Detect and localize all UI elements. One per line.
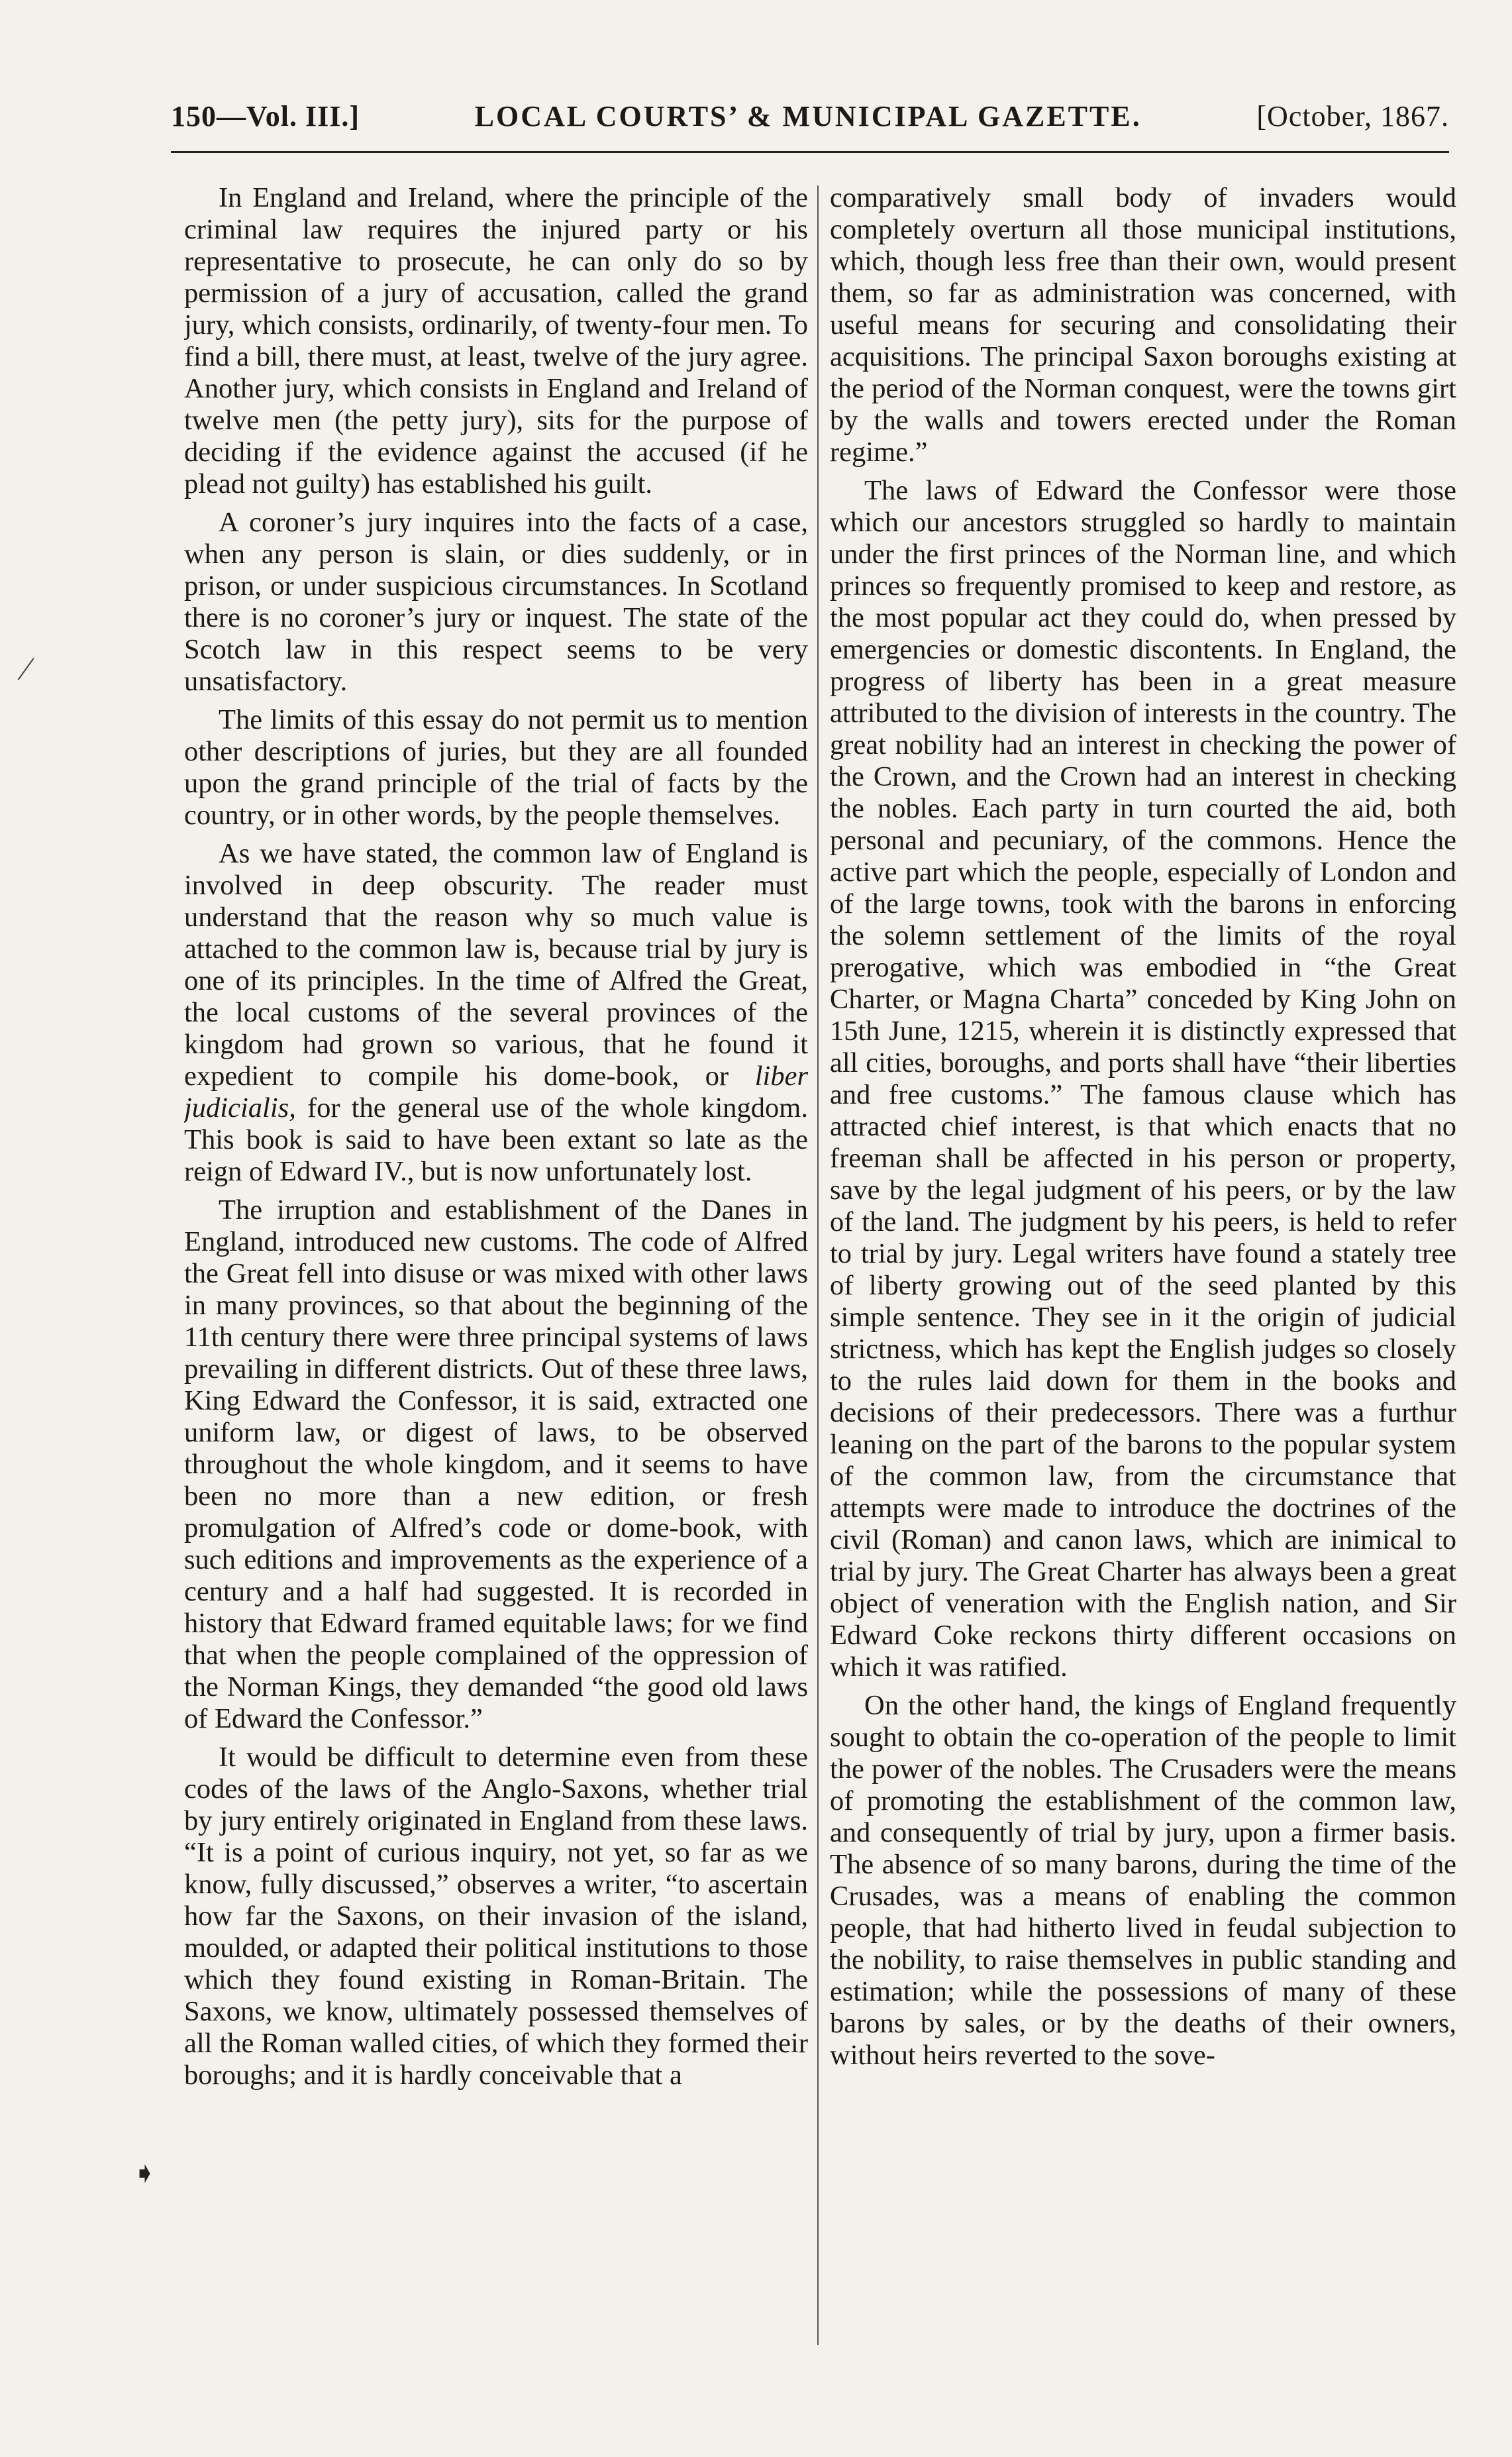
paragraph: The irruption and establishment of the Danes in England, introduced new customs. The code of Alfred the Great fell into disuse or was mixed with other laws in many provinces, so that about the beginning of the 11th century there were three principal systems of laws prevailing in different districts. Out of these three laws, King Edward the Confessor, it is said, extracted one uniform law, or digest of laws, to be observed throughout the whole kingdom, and it seems to have been no more than a new edition, or fresh promulgation of Alfred’s code or dome-book, with such editions and improvements as the experience of a century and a half had suggested. It is recorded in history that Edward framed equitable laws; for we find that when the people complained of the oppression of the Norman Kings, they demanded “the good old laws of Edward the Confessor.” [184,1194,808,1734]
left-column [184,182,808,2348]
paragraph [184,838,808,1188]
running-header [171,99,1449,146]
paragraph: In England and Ireland, where the principle of the criminal law requires the injured party or his representative to prosecute, he can only do so by permission of a jury of accusation, called the grand jury, which consists, ordinarily, of twenty-four men. To find a bill, there must, at least, twelve of the jury agree. Another jury, which consists in England and Ireland of twelve men (the petty jury), sits for the purpose of deciding if the evidence against the accused (if he plead not guilty) has established his guilt. [184,182,808,499]
right-column [830,182,1456,2348]
paragraph: The limits of this essay do not permit us to mention other descriptions of juries, but they are all founded upon the grand principle of the trial of facts by the country, or in other words, by the people themselves. [184,704,808,831]
paragraph: comparatively small body of invaders would completely overturn all those municipal institutions, which, though less free than their own, would present them, so far as administration was concerned, with useful means for securing and consolidating their acquisitions. The principal Saxon boroughs existing at the period of the Norman conquest, were the towns girt by the walls and towers erected under the Roman regime.” [830,182,1456,468]
paragraph-text: for the general use of the whole kingdom. This book is said to have been extant so late as the reign of Edward IV., but is now unfortunately lost. [184,1092,808,1187]
header-rule [171,151,1449,153]
margin-pointer-icon: ➧ [132,2157,157,2189]
issue-date: [October, 1867. [1256,100,1449,132]
paragraph: On the other hand, the kings of England frequently sought to obtain the co-operation of the people to limit the power of the nobles. The Crusaders were the means of promoting the establishment of the common law, and consequently of trial by jury, upon a firmer basis. The absence of so many barons, during the time of the Crusades, was a means of enabling the common people, that had hitherto lived in feudal subjection to the nobility, to raise themselves in public standing and estimation; while the possessions of many of these barons by sales, or by the deaths of their owners, without heirs reverted to the sove- [830,1690,1456,2071]
italic-term: liber judicialis, [184,1061,808,1124]
publication-title: LOCAL COURTS’ & MUNICIPAL GAZETTE. [474,100,1142,132]
paragraph-text: As we have stated, the common law of England is involved in deep obscurity. The reader must understand that the reason why so much value is attached to the common law is, because trial by jury is one of its principles. In the time of Alfred the Great, the local customs of the several provinces of the kingdom had grown so various, that he found it expedient to compile his dome-book, or [184,838,808,1092]
paragraph: The laws of Edward the Confessor were those which our ancestors struggled so hardly to maintain under the first princes of the Norman line, and which princes so frequently promised to keep and restore, as the most popular act they could do, when pressed by emergencies or domestic discontents. In England, the progress of liberty has been in a great measure attributed to the division of interests in the country. The great nobility had an interest in checking the power of the Crown, and the Crown had an interest in checking the nobles. Each party in turn courted the aid, both personal and pecuniary, of the commons. Hence the active part which the people, especially of London and of the large towns, took with the barons in enforcing the solemn settlement of the limits of the royal prerogative, which was embodied in “the Great Charter, or Magna Charta” conceded by King John on 15th June, 1215, wherein it is distinctly expressed that all cities, boroughs, and ports shall have “their liberties and free customs.” The famous clause which has attracted chief interest, is that which enacts that no freeman shall be affected in his person or property, save by the legal judgment of his peers, or by the law of the land. The judgment by his peers, is held to refer to trial by jury. Legal writers have found a stately tree of liberty growing out of the seed planted by this simple sentence. They see in it the origin of judicial strictness, which has kept the English judges so closely to the rules laid down for them in the books and decisions of their predecessors. There was a furthur leaning on the part of the barons to the popular system of the common law, from the circumstance that attempts were made to introduce the doctrines of the civil (Roman) and canon laws, which are inimical to trial by jury. The Great Charter has always been a great object of veneration with the English nation, and Sir Edward Coke reckons thirty different occasions on which it was ratified. [830,475,1456,1683]
paragraph: A coroner’s jury inquires into the facts of a case, when any person is slain, or dies suddenly, or in prison, or under suspicious circumstances. In Scotland there is no coroner’s jury or inquest. The state of the Scotch law in this respect seems to be very unsatisfactory. [184,507,808,697]
paragraph: It would be difficult to determine even from these codes of the laws of the Anglo-Saxons, whether trial by jury entirely originated in England from these laws. “It is a point of curious inquiry, not yet, so far as we know, fully discussed,” observes a writer, “to ascertain how far the Saxons, on their invasion of the island, moulded, or adapted their political institutions to those which they found existing in Roman-Britain. The Saxons, we know, ultimately possessed themselves of all the Roman walled cities, of which they formed their boroughs; and it is hardly conceivable that a [184,1742,808,2091]
margin-mark-icon: ⁄ [23,650,29,687]
column-divider [817,185,819,2345]
page-volume-label: 150—Vol. III.] [171,100,360,132]
